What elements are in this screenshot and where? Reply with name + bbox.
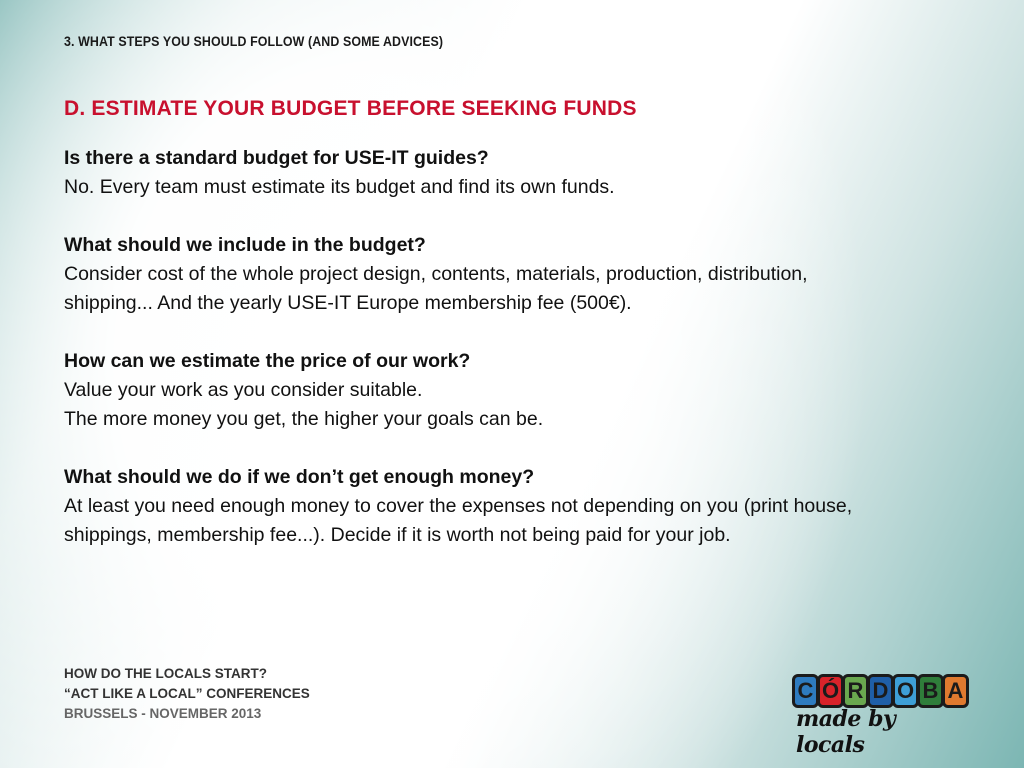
question: What should we include in the budget? bbox=[64, 234, 426, 256]
footer-line-2: “ACT LIKE A LOCAL” CONFERENCES bbox=[64, 686, 310, 701]
footer-line-3: BRUSSELS - NOVEMBER 2013 bbox=[64, 706, 262, 721]
footer-line-1: HOW DO THE LOCALS START? bbox=[64, 666, 267, 681]
footer bbox=[64, 664, 310, 724]
cordoba-logo bbox=[790, 668, 970, 758]
logo-letter: C bbox=[792, 674, 819, 708]
logo-letter: O bbox=[892, 674, 919, 708]
section-header: 3. WHAT STEPS YOU SHOULD FOLLOW (AND SOME ADVICES) bbox=[64, 34, 444, 49]
answer: At least you need enough money to cover the expenses not depending on you (print house, shippings, membership fee...). Decide if it is worth not being paid for your job. bbox=[64, 495, 853, 546]
qa-item bbox=[64, 347, 984, 434]
logo-letter: B bbox=[917, 674, 944, 708]
slide-title: D. ESTIMATE YOUR BUDGET BEFORE SEEKING FUNDS bbox=[64, 97, 637, 120]
qa-item bbox=[64, 144, 984, 202]
logo-tagline: made by locals bbox=[796, 706, 896, 758]
logo-letter: Ó bbox=[817, 674, 844, 708]
answer: Value your work as you consider suitable. The more money you get, the higher your goals can be. bbox=[64, 379, 544, 430]
logo-letter: R bbox=[842, 674, 869, 708]
logo-letter: A bbox=[942, 674, 969, 708]
answer: No. Every team must estimate its budget and find its own funds. bbox=[64, 176, 615, 198]
qa-item bbox=[64, 463, 984, 550]
answer: Consider cost of the whole project design, contents, materials, production, distribution, shipping... And the yearly USE-IT Europe membership fee (500€). bbox=[64, 263, 808, 314]
qa-content bbox=[64, 144, 984, 579]
question: How can we estimate the price of our work? bbox=[64, 350, 471, 372]
qa-item bbox=[64, 231, 984, 318]
question: What should we do if we don’t get enough money? bbox=[64, 466, 535, 488]
logo-letter: D bbox=[867, 674, 894, 708]
question: Is there a standard budget for USE-IT guides? bbox=[64, 147, 489, 169]
